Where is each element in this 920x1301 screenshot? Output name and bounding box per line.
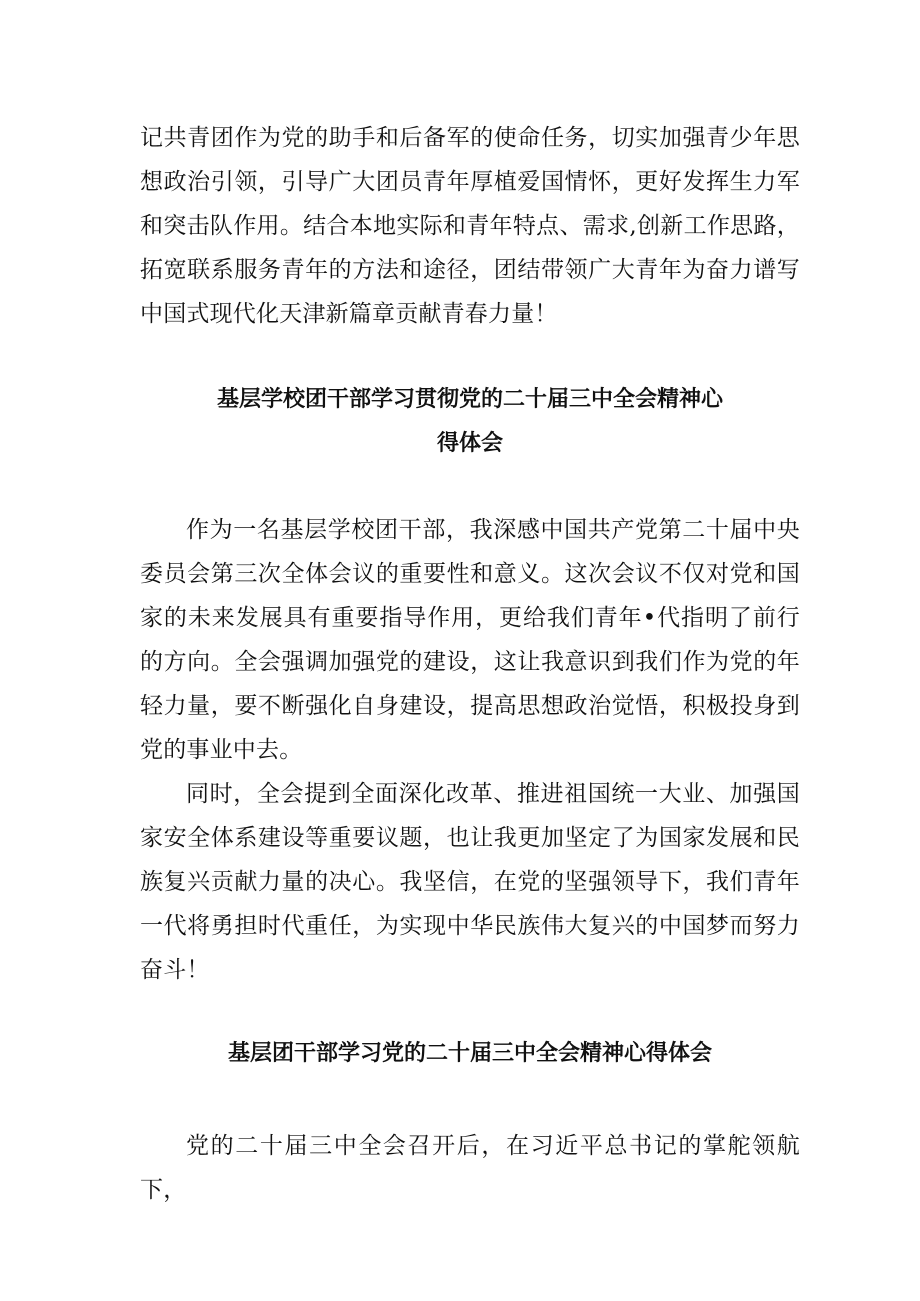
section1-paragraph2: 同时，全会提到全面深化改革、推进祖国统一大业、加强国家安全体系建设等重要议题，也让我更加坚定了为国家发展和民族复兴贡献力量的决心。我坚信，在党的坚强领导下，我们青年一代将勇担时代重任，为实现中华民族伟大复兴的中国梦而努力奋斗！ bbox=[140, 781, 800, 983]
section1-paragraph1: 作为一名基层学校团干部，我深感中国共产党第二十届中央委员会第三次全体会议的重要性和意义。这次会议不仅对党和国家的未来发展具有重要指导作用，更给我们青年•代指明了前行的方向。全会强调加强党的建设，这让我意识到我们作为党的年轻力量，要不断强化自身建设，提高思想政治觉悟，积极投身到党的事业中去。 bbox=[140, 517, 800, 763]
section1-title-line1: 基层学校团干部学习贯彻党的二十届三中全会精神心 bbox=[216, 387, 723, 412]
intro-paragraph: 记共青团作为党的助手和后备军的使命任务，切实加强青少年思想政治引领，引导广大团员青年厚植爱国情怀，更好发挥生力军和突击队作用。结合本地实际和青年特点、需求,创新工作思路，拓宽联系服务青年的方法和途径，团结带领广大青年为奋力谱写中国式现代化天津新篇章贡献青春力量！ bbox=[140, 125, 800, 327]
section2-paragraph1: 党的二十届三中全会召开后，在习近平总书记的掌舵领航下， bbox=[140, 1133, 800, 1203]
section1-title bbox=[140, 378, 800, 466]
section2-title: 基层团干部学习党的二十届三中全会精神心得体会 bbox=[227, 1041, 712, 1066]
section1-title-line2: 得体会 bbox=[436, 431, 503, 456]
